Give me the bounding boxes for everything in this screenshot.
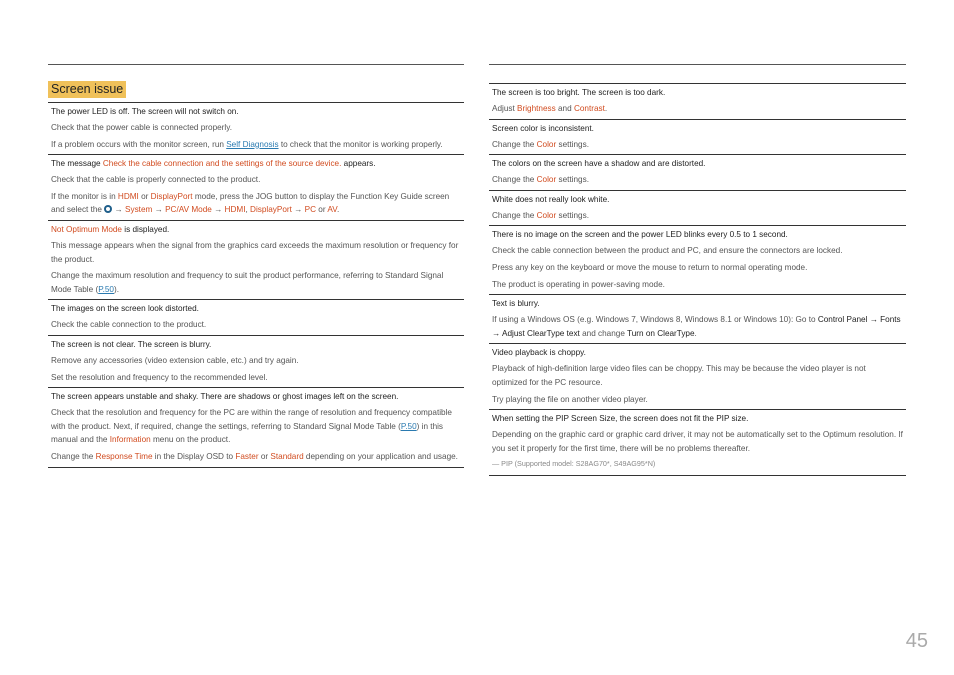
issue-block <box>489 409 906 469</box>
page-number: 45 <box>905 630 928 652</box>
solution-text <box>492 102 903 116</box>
text-run: Change the <box>51 451 96 461</box>
issue-title: Video playback is choppy. <box>492 348 586 358</box>
text-run: The message <box>51 159 103 169</box>
text-run: and change <box>579 328 628 338</box>
solution-text <box>51 450 461 464</box>
highlighted-term: HDMI <box>224 205 246 215</box>
text-run: Try playing the file on another video player. <box>492 394 648 404</box>
text-run: → <box>291 205 305 215</box>
reference-link[interactable]: P.50 <box>400 421 417 431</box>
solution-text <box>51 121 461 135</box>
text-run: Check that the resolution and frequency for the PC are within the range of resolution and frequency compatible with the product. Next, if required, change the settings, referring to Standard Signal Mode Table ( <box>51 408 452 431</box>
issue-block <box>489 190 906 223</box>
footnote: ― PIP (Supported model: S28AG70*, S49AG95*N) <box>492 459 656 469</box>
issue-block <box>48 387 464 467</box>
right-issue-list <box>489 83 906 469</box>
highlighted-term: DisplayPort <box>150 191 193 201</box>
highlighted-term: PC/AV Mode <box>165 205 212 215</box>
solution-text <box>492 278 903 292</box>
highlighted-term: Information <box>109 435 151 445</box>
highlighted-term: Standard <box>270 451 304 461</box>
text-run: to check that the monitor is working properly. <box>278 139 443 149</box>
text-run: Change the <box>492 210 537 220</box>
solution-text <box>51 354 461 368</box>
text-run: Change the <box>492 139 537 149</box>
text-run: ) in this manual and the <box>51 421 444 445</box>
highlighted-term: Color <box>536 175 557 185</box>
highlighted-term: HDMI <box>117 191 139 201</box>
issue-title: The screen appears unstable and shaky. There are shadows or ghost images left on the screen. <box>51 392 399 402</box>
text-run: Change the maximum resolution and frequency to suit the product performance, referring to Standard Signal Mode Table ( <box>51 271 444 294</box>
left-issue-list <box>48 102 464 468</box>
highlighted-term: Contrast <box>573 104 605 113</box>
text-run: Check that the cable is properly connected to the product. <box>51 175 261 185</box>
text-run: in the Display OSD to <box>152 451 236 461</box>
highlighted-term: Check the cable connection and the settings of the source device. <box>102 159 342 169</box>
right-column <box>489 64 906 476</box>
issue-block <box>48 299 464 332</box>
text-run: mode, press the JOG button to display the Function Key Guide screen and select the <box>51 191 450 215</box>
text-run: or <box>258 451 271 461</box>
issue-block <box>48 335 464 384</box>
text-run: Depending on the graphic card or graphic card driver, it may not be automatically set to the Optimum resolution. If you set it properly for the first time, there will be no problems thereafter. <box>492 430 903 453</box>
solution-text <box>492 313 903 340</box>
solution-text <box>51 406 461 447</box>
solution-text <box>51 138 461 152</box>
highlighted-term: PC <box>304 205 317 215</box>
solution-text <box>492 393 903 407</box>
reference-link[interactable]: P.50 <box>98 284 114 294</box>
issue-title: When setting the PIP Screen Size, the screen does not fit the PIP size. <box>492 414 749 424</box>
text-run: . <box>336 205 340 215</box>
highlighted-term: Brightness <box>517 104 556 113</box>
issue-title: The screen is too bright. The screen is too dark. <box>492 88 666 97</box>
text-run: or <box>138 191 151 201</box>
issue-block <box>489 119 906 152</box>
issue-title: There is no image on the screen and the power LED blinks every 0.5 to 1 second. <box>492 230 788 240</box>
text-run: settings. <box>556 139 589 149</box>
text-run: If a problem occurs with the monitor screen, run <box>51 139 227 149</box>
issue-block <box>489 343 906 406</box>
text-run: → <box>152 205 166 215</box>
left-column <box>48 64 464 468</box>
text-run: is displayed. <box>121 224 170 234</box>
reference-link[interactable]: Self Diagnosis <box>226 139 279 149</box>
solution-text <box>492 209 903 223</box>
issue-title <box>51 155 461 173</box>
solution-text <box>51 190 461 217</box>
text-run: This message appears when the signal from the graphics card exceeds the maximum resolution or frequency for the product. <box>51 240 459 264</box>
issue-title: The screen is not clear. The screen is blurry. <box>51 339 212 349</box>
text-run: ). <box>113 284 119 294</box>
text-run: . <box>694 328 697 338</box>
text-run: and <box>555 104 574 113</box>
text-run: , <box>245 205 251 215</box>
text-run: or <box>316 205 328 215</box>
text-run: If using a Windows OS (e.g. Windows 7, Windows 8, Windows 8.1 or Windows 10): Go to <box>492 315 818 325</box>
solution-text <box>51 269 461 296</box>
issue-block <box>48 220 464 296</box>
text-run: Check the cable connection to the product. <box>51 320 207 330</box>
issue-block <box>489 83 906 116</box>
highlighted-term: Color <box>536 210 557 220</box>
text-run: Remove any accessories (video extension cable, etc.) and try again. <box>51 355 299 365</box>
highlighted-term: DisplayPort <box>250 205 292 215</box>
text-run: settings. <box>556 210 589 220</box>
text-run: settings. <box>556 175 589 185</box>
issue-block <box>48 102 464 151</box>
highlighted-term: System <box>125 205 153 215</box>
issue-block <box>489 225 906 291</box>
text-run: appears. <box>341 159 376 169</box>
text-run: Adjust <box>492 104 518 113</box>
solution-text <box>492 261 903 275</box>
right-bottom-rule <box>489 475 906 476</box>
text-run: Control Panel → Fonts → Adjust ClearType text <box>492 315 901 338</box>
text-run: → <box>211 205 225 215</box>
text-run: Check the cable connection between the product and PC, and ensure the connectors are locked. <box>492 246 843 256</box>
text-run: The product is operating in power-saving mode. <box>492 279 665 289</box>
section-title: Screen issue <box>48 81 126 98</box>
highlighted-term: Response Time <box>95 451 153 461</box>
text-run: Press any key on the keyboard or move the mouse to return to normal operating mode. <box>492 262 808 272</box>
text-run: → <box>112 205 126 215</box>
text-run: Turn on ClearType <box>627 328 695 338</box>
solution-text <box>51 318 461 332</box>
solution-text <box>492 244 903 258</box>
issue-title <box>51 221 461 239</box>
issue-block <box>489 294 906 340</box>
highlighted-term: Color <box>536 139 557 149</box>
issue-title: Text is blurry. <box>492 299 540 309</box>
text-run: . <box>604 104 608 113</box>
solution-text <box>492 362 903 389</box>
highlighted-term: Not Optimum Mode <box>51 224 122 234</box>
text-run: Check that the power cable is connected properly. <box>51 123 232 132</box>
text-run: depending on your application and usage. <box>303 451 458 461</box>
text-run: Change the <box>492 175 537 185</box>
issue-block <box>48 154 464 217</box>
issue-title: The images on the screen look distorted. <box>51 304 199 314</box>
text-run: If the monitor is in <box>51 191 118 201</box>
solution-text <box>51 173 461 187</box>
solution-text <box>492 138 903 152</box>
issue-title: The colors on the screen have a shadow and are distorted. <box>492 159 706 169</box>
issue-title: Screen color is inconsistent. <box>492 123 594 133</box>
issue-block <box>489 154 906 187</box>
text-run: menu on the product. <box>150 435 231 445</box>
solution-text <box>492 428 903 455</box>
right-column-spacer <box>489 65 906 83</box>
text-run: Set the resolution and frequency to the recommended level. <box>51 372 268 382</box>
highlighted-term: Faster <box>235 451 259 461</box>
issue-title: White does not really look white. <box>492 194 610 204</box>
issue-title: The power LED is off. The screen will not switch on. <box>51 107 239 116</box>
solution-text <box>51 239 461 266</box>
solution-text <box>492 173 903 187</box>
highlighted-term: AV <box>327 205 337 215</box>
solution-text <box>51 371 461 385</box>
text-run: Playback of high-definition large video files can be choppy. This may be because the video player is not optimized for the PC resource. <box>492 364 866 387</box>
